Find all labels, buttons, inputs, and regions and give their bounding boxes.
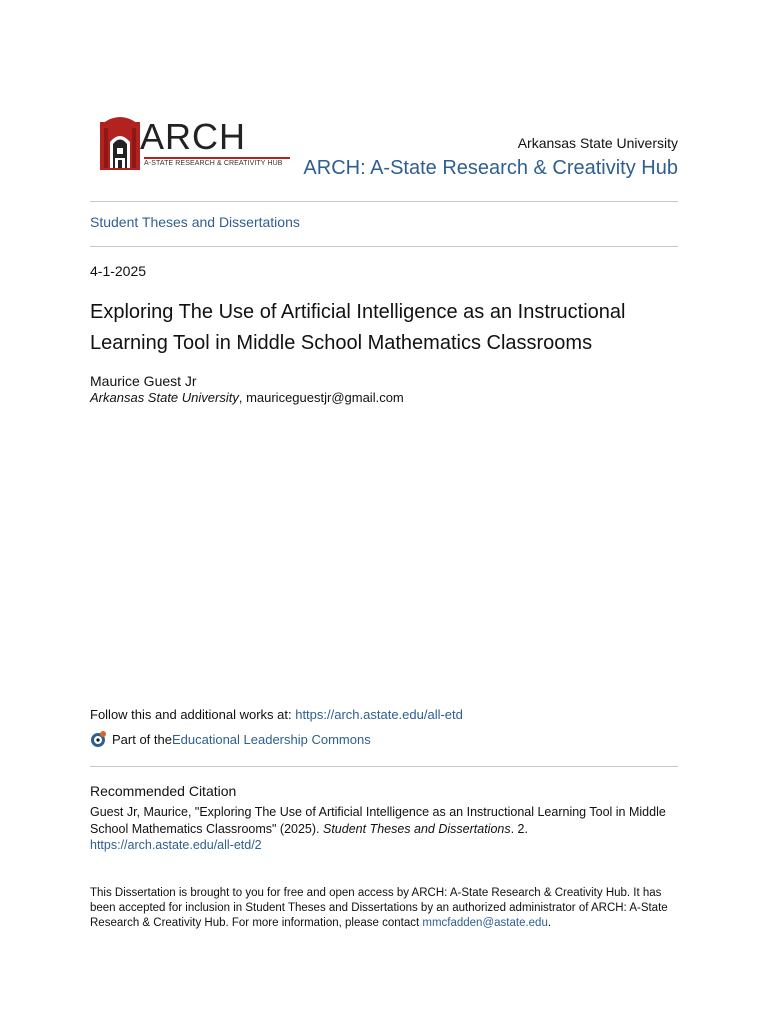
citation-number: . 2. (510, 821, 528, 836)
arch-logo[interactable] (98, 112, 294, 172)
part-of-line (90, 730, 371, 748)
access-end: . (547, 917, 552, 929)
logo-wordmark: ARCH (140, 116, 247, 157)
commons-link[interactable]: Educational Leadership Commons (171, 731, 371, 747)
author-name: Maurice Guest Jr (90, 373, 197, 389)
follow-label: Follow this and additional works at: (90, 707, 296, 722)
citation-link[interactable]: https://arch.astate.edu/all-etd/2 (90, 838, 262, 852)
divider (90, 246, 678, 247)
access-text: This Dissertation is brought to you for free and open access by ARCH: A-State Research & Creativity Hub. It has been accepted for inclusion in Student Theses and Dissertations by an authorized administrator of ARCH: A-State Research & Creativity Hub. For more information, please contact (90, 887, 668, 929)
contact-email-link[interactable]: mmcfadden@astate.edu (422, 917, 548, 929)
university-name: Arkansas State University (517, 135, 678, 151)
arch-building-icon (98, 112, 142, 172)
divider (90, 201, 678, 202)
divider (90, 766, 678, 767)
author-email: , mauriceguestjr@gmail.com (238, 390, 404, 405)
hub-link[interactable]: ARCH: A-State Research & Creativity Hub (303, 157, 678, 179)
part-of-label: Part of the (112, 731, 172, 747)
affiliation-name: Arkansas State University (90, 390, 239, 405)
publication-date: 4-1-2025 (90, 263, 147, 279)
document-title: Exploring The Use of Artificial Intelligence as an Instructional Learning Tool in Middle School Mathematics Classrooms (90, 301, 626, 354)
logo-underline (144, 157, 290, 159)
citation-text (90, 804, 680, 854)
follow-line (90, 707, 463, 722)
access-statement (90, 886, 680, 931)
collection-link[interactable]: Student Theses and Dissertations (90, 214, 300, 230)
citation-body: Guest Jr, Maurice, "Exploring The Use of Artificial Intelligence as an Instructional Learning Tool in Middle School Mathematics Classrooms" (2025). (90, 805, 666, 836)
author-affiliation (90, 390, 404, 405)
follow-link[interactable]: https://arch.astate.edu/all-etd (295, 707, 463, 722)
commons-network-icon (90, 730, 108, 748)
logo-tagline: A-STATE RESEARCH & CREATIVITY HUB (144, 160, 283, 167)
citation-series: Student Theses and Dissertations (323, 821, 511, 836)
citation-heading: Recommended Citation (90, 783, 237, 799)
